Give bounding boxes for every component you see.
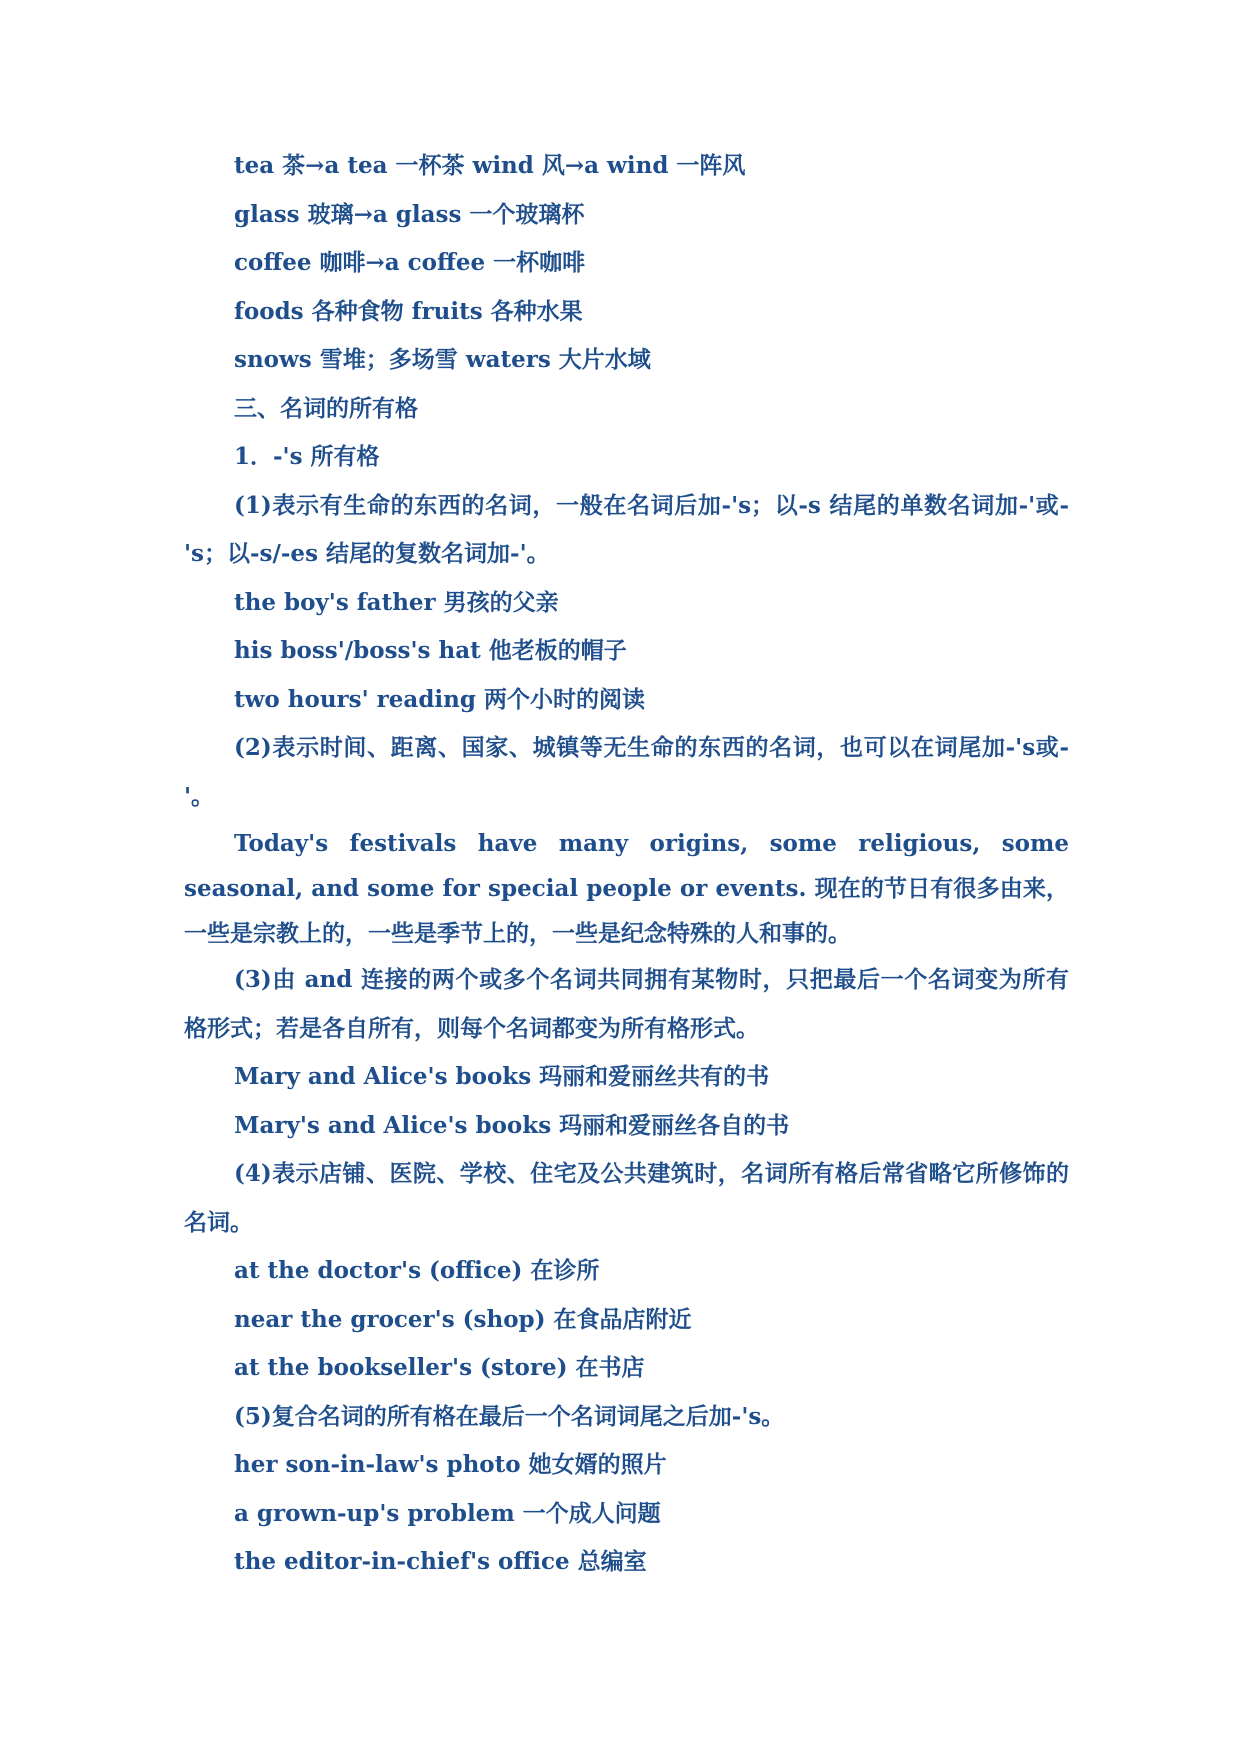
vocab-line: glass 玻璃→a glass 一个玻璃杯 (234, 200, 585, 228)
rule-paragraph-3: (3)由 and 连接的两个或多个名词共同拥有某物时，只把最后一个名词变为所有格形式；若是各自所有，则每个名词都变为所有格形式。 (184, 966, 1069, 1042)
vocab-line: snows 雪堆；多场雪 waters 大片水域 (234, 346, 651, 373)
example-line: her son-in-law's photo 她女婿的照片 (234, 1451, 667, 1478)
example-line: the boy's father 男孩的父亲 (234, 588, 559, 616)
example-line: his boss'/boss's hat 他老板的帽子 (234, 637, 627, 664)
vocab-line: tea 茶→a tea 一杯茶 wind 风→a wind 一阵风 (234, 152, 746, 179)
example-line: Mary and Alice's books 玛丽和爱丽丝共有的书 (234, 1063, 770, 1090)
example-line: the editor-in-chief's office 总编室 (234, 1548, 647, 1575)
vocab-line: coffee 咖啡→a coffee 一杯咖啡 (234, 249, 586, 276)
example-line: at the doctor's (office) 在诊所 (234, 1257, 600, 1284)
example-paragraph: Today's festivals have many origins, some religious, some seasonal, and some for special people or events. 现在的节日有很多由来，一些是宗教上的，一些是季节上的，一些是纪念特殊的人和事的。 (184, 830, 1069, 947)
rule-paragraph-1: (1)表示有生命的东西的名词，一般在名词后加-'s；以-s 结尾的单数名词加-'或-'s；以-s/-es 结尾的复数名词加-'。 (184, 491, 1069, 567)
example-line: at the bookseller's (store) 在书店 (234, 1354, 645, 1381)
document-body (184, 142, 1069, 1587)
rule-paragraph-2: (2)表示时间、距离、国家、城镇等无生命的东西的名词，也可以在词尾加-'s或-'。 (184, 734, 1069, 810)
example-line: near the grocer's (shop) 在食品店附近 (234, 1305, 692, 1333)
example-line: a grown-up's problem 一个成人问题 (234, 1499, 661, 1527)
example-line: two hours' reading 两个小时的阅读 (234, 685, 645, 713)
vocab-line: foods 各种食物 fruits 各种水果 (234, 297, 583, 325)
subsection-heading: 1．-'s 所有格 (234, 443, 380, 470)
rule-paragraph-4: (4)表示店铺、医院、学校、住宅及公共建筑时，名词所有格后常省略它所修饰的名词。 (184, 1160, 1069, 1236)
example-line: Mary's and Alice's books 玛丽和爱丽丝各自的书 (234, 1111, 790, 1139)
rule-line-5: (5)复合名词的所有格在最后一个名词词尾之后加-'s。 (234, 1402, 785, 1430)
section-heading: 三、名词的所有格 (234, 394, 418, 422)
